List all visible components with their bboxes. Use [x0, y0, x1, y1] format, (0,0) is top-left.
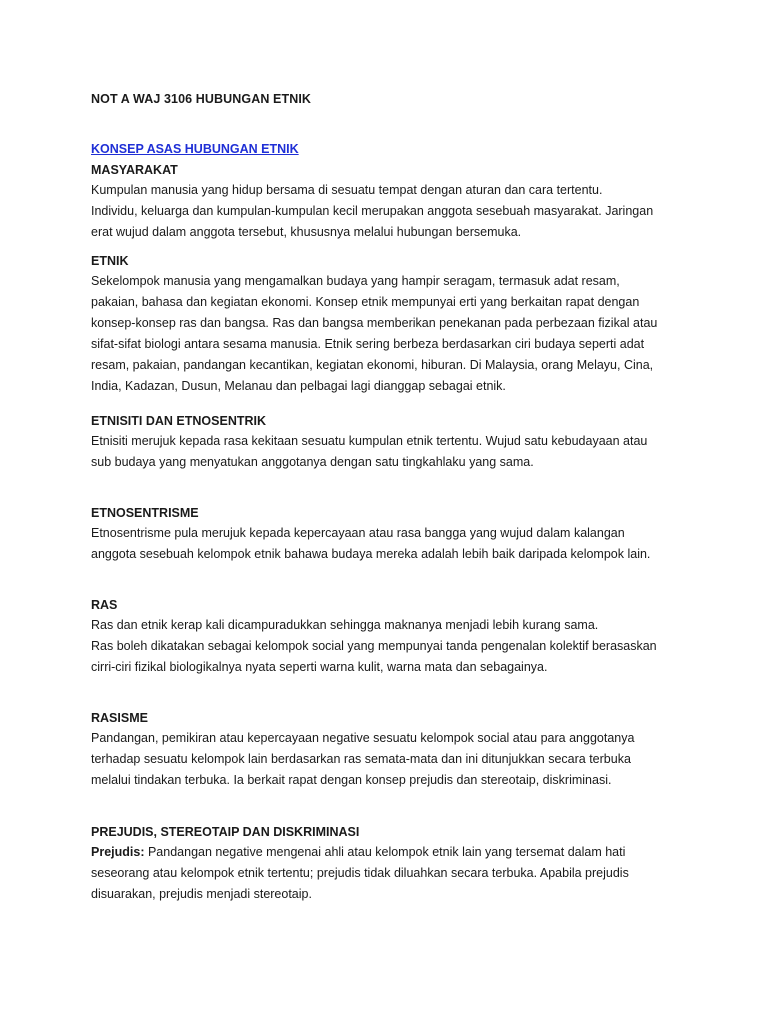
text-line: Ras boleh dikatakan sebagai kelompok social yang mempunyai tanda pengenalan kolektif berasaskan	[91, 639, 657, 653]
section-body	[91, 842, 682, 905]
text-line: sifat-sifat biologi antara sesama manusia. Etnik sering berbeza berdasarkan ciri budaya seperti adat	[91, 337, 645, 351]
text-line: Pandangan, pemikiran atau kepercayaan negative sesuatu kelompok social atau para anggotanya	[91, 731, 635, 745]
section-body	[91, 180, 682, 243]
section-heading: MASYARAKAT	[91, 163, 178, 177]
text-line: pakaian, bahasa dan kegiatan ekonomi. Konsep etnik mempunyai erti yang berkaitan rapat dengan	[91, 295, 640, 309]
text-line: resam, pakaian, pandangan kecantikan, kegiatan ekonomi, hiburan. Di Malaysia, orang Melayu, Cina,	[91, 358, 654, 372]
text-line: sub budaya yang menyatukan anggotanya dengan satu tingkahlaku yang sama.	[91, 455, 534, 469]
text-line: Etnisiti merujuk kepada rasa kekitaan sesuatu kumpulan etnik tertentu. Wujud satu kebudayaan atau	[91, 434, 648, 448]
section-heading: RAS	[91, 598, 118, 612]
text-fragment: Pandangan negative mengenai ahli atau kelompok etnik lain yang tersemat dalam hati	[144, 845, 626, 859]
section-etnosentrisme	[91, 503, 682, 565]
section-masyarakat	[91, 160, 682, 243]
text-line: Sekelompok manusia yang mengamalkan budaya yang hampir seragam, termasuk adat resam,	[91, 274, 620, 288]
section-etnisiti	[91, 411, 682, 473]
section-body	[91, 615, 682, 678]
text-line: Etnosentrisme pula merujuk kepada kepercayaan atau rasa bangga yang wujud dalam kalangan	[91, 526, 625, 540]
document-title: NOT A WAJ 3106 HUBUNGAN ETNIK	[91, 92, 312, 106]
concept-link[interactable]: KONSEP ASAS HUBUNGAN ETNIK	[91, 142, 299, 156]
section-ras	[91, 595, 682, 678]
text-line: erat wujud dalam anggota tersebut, khususnya melalui hubungan bersemuka.	[91, 225, 522, 239]
section-prejudis	[91, 822, 682, 905]
text-line: terhadap sesuatu kelompok lain berdasarkan ras semata-mata dan ini ditunjukkan secara terbuka	[91, 752, 631, 766]
section-body	[91, 728, 682, 791]
section-heading: ETNOSENTRISME	[91, 506, 199, 520]
text-line: konsep-konsep ras dan bangsa. Ras dan bangsa memberikan penekanan pada perbezaan fizikal atau	[91, 316, 658, 330]
section-heading: PREJUDIS, STEREOTAIP DAN DISKRIMINASI	[91, 825, 360, 839]
section-rasisme	[91, 708, 682, 791]
section-body	[91, 431, 682, 473]
text-line: Kumpulan manusia yang hidup bersama di sesuatu tempat dengan aturan dan cara tertentu.	[91, 183, 603, 197]
text-line: India, Kadazan, Dusun, Melanau dan pelbagai lagi dianggap sebagai etnik.	[91, 379, 506, 393]
section-heading: ETNIK	[91, 254, 129, 268]
term-label: Prejudis:	[91, 845, 145, 859]
section-body	[91, 523, 682, 565]
section-body	[91, 271, 682, 397]
section-etnik	[91, 251, 682, 397]
text-line: Ras dan etnik kerap kali dicampuradukkan sehingga maknanya menjadi lebih kurang sama.	[91, 618, 599, 632]
text-line: anggota sesebuah kelompok etnik bahawa budaya mereka adalah lebih baik daripada kelompok lain.	[91, 547, 651, 561]
section-heading: ETNISITI DAN ETNOSENTRIK	[91, 414, 267, 428]
text-line: seseorang atau kelompok etnik tertentu; prejudis tidak diluahkan secara terbuka. Apabila prejudis	[91, 866, 629, 880]
text-line: melalui tindakan terbuka. Ia berkait rapat dengan konsep prejudis dan stereotaip, diskriminasi.	[91, 773, 612, 787]
text-line	[91, 842, 682, 863]
text-line: disuarakan, prejudis menjadi stereotaip.	[91, 887, 312, 901]
section-heading: RASISME	[91, 711, 148, 725]
text-line: cirri-ciri fizikal biologikalnya nyata seperti warna kulit, warna mata dan sebagainya.	[91, 660, 548, 674]
text-line: Individu, keluarga dan kumpulan-kumpulan kecil merupakan anggota sesebuah masyarakat. Jaringan	[91, 204, 654, 218]
